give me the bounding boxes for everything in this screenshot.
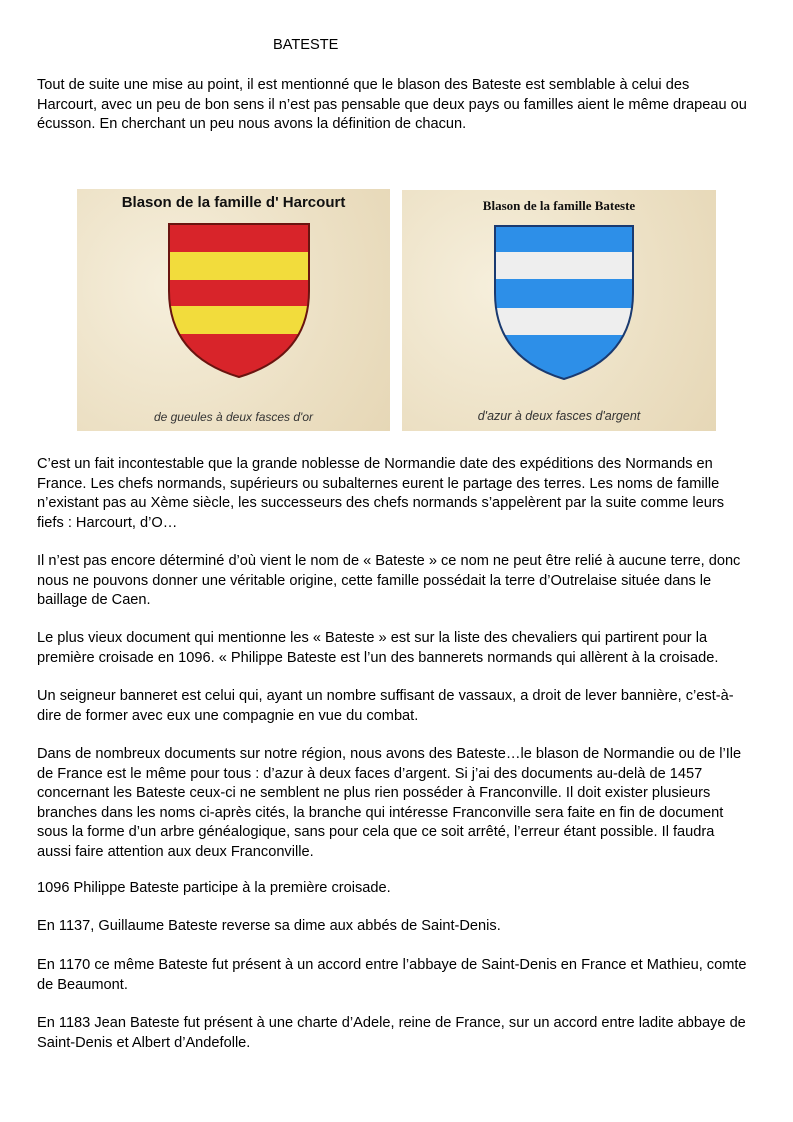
- shield-fasce: [492, 252, 636, 279]
- text-line: Saint-Denis et Albert d’Andefolle.: [37, 1034, 251, 1051]
- text-line: Le plus vieux document qui mentionne les « Bateste » est sur la liste des chevaliers qui partirent pour la: [37, 630, 708, 646]
- shield-fasce: [166, 252, 312, 280]
- text-line: France. Les chefs normands, supérieurs ou subalternes eurent le partage des terres. Les noms de famille: [37, 475, 720, 492]
- paragraph: [37, 917, 759, 937]
- text-line: de Beaumont.: [37, 976, 128, 993]
- paragraph: [37, 629, 759, 668]
- text-line: concernant les Bateste ceux-ci ne semblent ne plus rien posséder à Franconville. Il doit exister plusieurs: [37, 785, 711, 802]
- harcourt-blason-caption: de gueules à deux fasces d'or: [153, 410, 314, 424]
- bateste-shield-icon: [492, 223, 636, 381]
- bateste-blason-caption: d'azur à deux fasces d'argent: [477, 409, 641, 423]
- text-line: n’existant pas au Xème siècle, les successeurs des chefs normands s’appelèrent par la suite comme leurs: [37, 495, 725, 512]
- paragraph: [37, 455, 759, 533]
- text-line: aussi faire attention aux deux Franconville.: [37, 843, 314, 860]
- text-line: branches dans les noms ci-après cités, la branche qui intéresse Franconville sera faite en fin de document: [37, 804, 724, 821]
- shield-fasce: [166, 306, 312, 334]
- shield-field: [166, 221, 312, 379]
- text-line: Tout de suite une mise au point, il est mentionné que le blason des Bateste est semblable à celui des: [37, 77, 690, 93]
- shield-fasce: [492, 308, 636, 335]
- paragraph: [37, 879, 759, 899]
- text-line: Un seigneur banneret est celui qui, ayant un nombre suffisant de vassaux, a droit de lever bannière, c’est-à-: [37, 688, 734, 704]
- text-line: En 1183 Jean Bateste fut présent à une charte d’Adele, reine de France, sur un accord entre ladite abbaye de: [37, 1015, 746, 1031]
- paragraph: [37, 552, 759, 611]
- text-line: de France est le même pour tous : d’azur à deux faces d’argent. Si j’ai des documents au-delà de 1457: [37, 765, 703, 782]
- text-line: En 1137, Guillaume Bateste reverse sa dime aux abbés de Saint-Denis.: [37, 918, 501, 934]
- text-line: C’est un fait incontestable que la grande noblesse de Normandie date des expéditions des Normands en: [37, 456, 713, 472]
- text-line: En 1170 ce même Bateste fut présent à un accord entre l’abbaye de Saint-Denis en France et Mathieu, comte: [37, 957, 747, 973]
- harcourt-blason-heading: Blason de la famille d' Harcourt: [121, 194, 346, 211]
- text-line: Il n’est pas encore déterminé d’où vient le nom de « Bateste » ce nom ne peut être relié à aucune terre, donc: [37, 553, 741, 569]
- shield-field: [492, 223, 636, 381]
- text-line: nous ne pouvons donner une véritable origine, cette famille possédait la terre d’Outrelaise située dans le: [37, 572, 712, 589]
- bateste-blason-panel: [402, 190, 716, 431]
- text-line: première croisade en 1096. « Philippe Bateste est l’un des bannerets normands qui allèrent à la croisade.: [37, 649, 719, 666]
- paragraph: [37, 687, 759, 726]
- text-line: Harcourt, avec un peu de bon sens il n’est pas pensable que deux pays ou familles aient le même drapeau ou: [37, 96, 747, 113]
- text-line: écusson. En cherchant un peu nous avons la définition de chacun.: [37, 116, 467, 133]
- paragraph: [37, 1014, 759, 1053]
- text-line: sous la forme d’un arbre généalogique, sans pour cela que ce soit arrêté, l’erreur étant possible. Il faudra: [37, 824, 715, 841]
- text-line: fiefs : Harcourt, d’O…: [37, 514, 178, 531]
- page-title: BATESTE: [273, 37, 339, 53]
- harcourt-shield-icon: [166, 221, 312, 379]
- text-line: baillage de Caen.: [37, 592, 151, 609]
- paragraph: [37, 745, 759, 863]
- text-line: Dans de nombreux documents sur notre région, nous avons des Bateste…le blason de Normandie ou de l’Ile: [37, 746, 742, 762]
- bateste-blason-heading: Blason de la famille Bateste: [482, 198, 636, 213]
- intro-paragraph: [37, 76, 759, 135]
- text-line: 1096 Philippe Bateste participe à la première croisade.: [37, 880, 391, 896]
- harcourt-blason-panel: [77, 189, 390, 431]
- paragraph: [37, 956, 759, 995]
- text-line: dire de former avec eux une compagnie en vue du combat.: [37, 707, 419, 724]
